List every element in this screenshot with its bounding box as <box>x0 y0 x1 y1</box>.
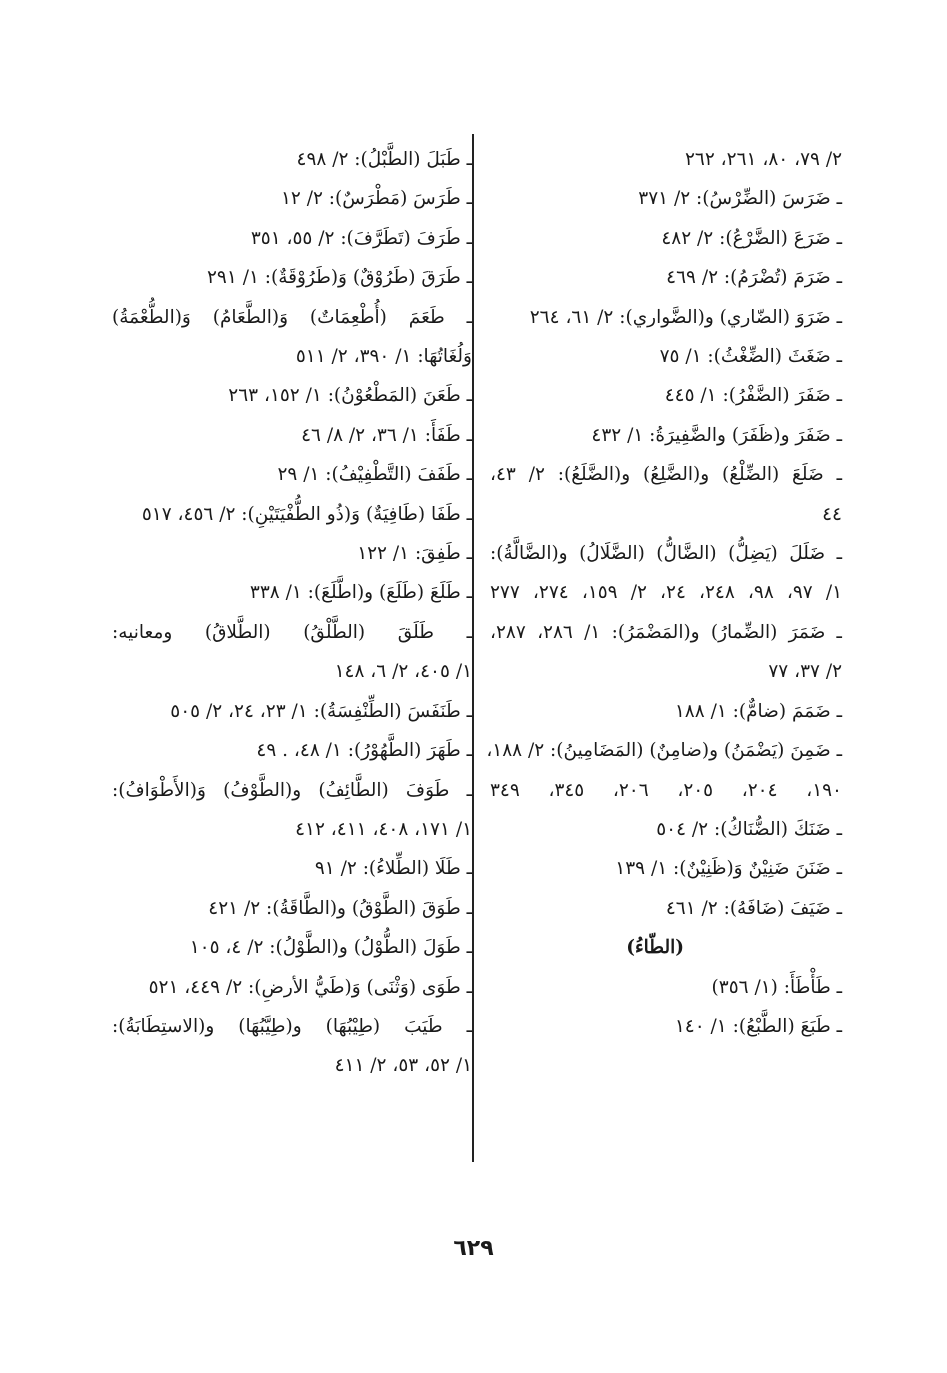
index-entry-line: ـ طَعَمَ (أُطْعِمَاتٌ) وَ(الطَّعَامُ) وَ(الطُّعْمَةُ) <box>112 306 472 328</box>
index-entry-line: ـ طَفَا (طَافِيَةٌ) وَ(ذُو الطُّفْيَتَيْنِ): ٢/ ٤٥٦، ٥١٧ <box>141 503 472 525</box>
index-entry-line: ـ طَبَلَ (الطَّبْلُ): ٢/ ٤٩٨ <box>296 149 472 170</box>
index-entry-line: ـ ضَرَمَ (تُضْرَمُ): ٢/ ٤٦٩ <box>666 267 842 289</box>
index-entry-line: ـ طَلَقَ (الطَّلْقُ) (الطَّلاقُ) ومعانيه: <box>112 621 472 643</box>
index-entry-line: ـ ضَنَكَ (الضُّنَاكُ): ٢/ ٥٠٤ <box>656 818 842 840</box>
index-entry-line: ـ طَلَعَ (طَلَعَ) و(اطَّلَعَ): ١/ ٣٣٨ <box>249 582 472 604</box>
index-entry-line: ـ طَنَفَسَ (الطِّنْفِسَةُ): ١/ ٢٣، ٢٤، ٢/ ٥٠٥ <box>170 700 472 722</box>
index-entry-line: ـ ضَلَعَ (الضِّلْعُ) و(الضَّلِعُ) و(الضَّلَعُ): ٢/ ٤٣، <box>490 464 843 486</box>
index-entry-line: ـ ضَرَسَ (الضِّرْسُ): ٢/ ٣٧١ <box>638 188 842 210</box>
right-column <box>486 140 843 1046</box>
index-entry-line: ـ ضَيَفَ (ضَافَهُ): ٢/ ٤٦١ <box>665 897 842 919</box>
index-entry-line: ١/ ٥٢، ٥٣، ٢/ ٤١١ <box>334 1055 472 1077</box>
page-number: ٦٢٩ <box>453 1236 494 1261</box>
index-entry-line: ـ طَفِقَ: ١/ ١٢٢ <box>357 543 472 565</box>
index-entry-line: ١/ ١٧١، ٤٠٨، ٤١١، ٤١٢ <box>295 818 472 840</box>
index-entry-line: ـ طَفَفَ (التَّطْفِيْفُ): ١/ ٢٩ <box>277 464 472 486</box>
index-entry-line: ـ طَبَعَ (الطَّبْعُ): ١/ ١٤٠ <box>674 1015 842 1037</box>
index-entry-line: ـ ضَمَرَ (الضِّمارُ) و(المَضْمَرُ): ١/ ٢٨٦، ٢٨٧، <box>490 621 842 643</box>
index-entry-line: ـ ضَغَثَ (الضِّغْثُ): ١/ ٧٥ <box>659 346 842 368</box>
index-entry-line: ـ طَوَى (وَثْنَى) وَ(طَيُّ الأرضِ): ٢/ ٤٤٩، ٥٢١ <box>148 976 472 998</box>
index-entry-line: ـ طَيَبَ (طِيْبُهَا) و(طِيَّبُهَا) و(الاستِطَابَةُ): <box>112 1015 472 1037</box>
index-entry-line: ـ ضَلَلَ (يَضِلُّ) (الضَّالُّ) (الضَّلَالُ) و(الضَّالَّةُ): <box>490 543 842 565</box>
index-entry-line: ـ ضَمِنَ (يَضْمَنُ) و(ضامِنٌ) (المَضَامِينُ): ٢/ ١٨٨، <box>486 740 842 762</box>
column-divider <box>472 134 474 1162</box>
index-entry-line: ـ طَفَأَ: ١/ ٣٦، ٢/ ٨/ ٤٦ <box>301 424 472 446</box>
index-entry-line: ـ طَلَا (الطِّلاءُ): ٢/ ٩١ <box>314 858 472 880</box>
index-entry-line: ـ طَوَقَ (الطَّوْقُ) و(الطَّاقَةُ): ٢/ ٤٢١ <box>208 897 472 919</box>
index-entry-line: ـ طَرَفَ (تَطَرَّفَ): ٢/ ٥٥، ٣٥١ <box>250 227 472 249</box>
index-entry-line: ـ ضَرَوَ (الضّاري) و(الضَّواري): ٢/ ٦١، ٢٦٤ <box>529 306 842 328</box>
index-entry-line: ـ ضَفَرَ و(ظَفَرَ) والضَّفِيرَةُ: ١/ ٤٣٢ <box>591 424 842 446</box>
index-entry-line: ٢/ ٣٧، ٧٧ <box>768 661 842 683</box>
index-entry-line: ٢/ ٧٩، ٨٠، ٢٦١، ٢٦٢ <box>684 149 842 170</box>
index-entry-line: ـ ضَفَرَ (الضَّفْرُ): ١/ ٤٤٥ <box>664 385 842 407</box>
index-entry-line: ـ طَوَلَ (الطُّوْلُ) و(الطَّوْلُ): ٢/ ٤، ١٠٥ <box>189 937 472 959</box>
left-column <box>112 140 472 1086</box>
index-entry-line: ـ طَوَفَ (الطَّائِفُ) و(الطَّوْفُ) وَ(الأَطْوَافُ): <box>112 779 472 801</box>
index-entry-line: ١/ ٤٠٥، ٢/ ٦، ١٤٨ <box>334 661 472 683</box>
index-entry-line: ٤٤ <box>822 503 842 525</box>
index-entry-line: ـ ضَمَمَ (ضامٌّ): ١/ ١٨٨ <box>674 700 842 722</box>
index-entry-line: ـ طَرَقَ (طَرُوْقٌ) وَ(طَرُوْقَةٌ): ١/ ٢٩١ <box>207 267 472 289</box>
index-entry-line: ـ طَعَنَ (المَطْعُوْنُ): ١/ ١٥٢، ٢٦٣ <box>228 385 472 407</box>
index-entry-line: ١٩٠، ٢٠٤، ٢٠٥، ٢٠٦، ٣٤٥، ٣٤٩ <box>490 779 842 801</box>
section-heading: (الطّاءُ) <box>626 937 684 959</box>
index-entry-line: ـ طَرَسَ (مَطْرَسٌ): ٢/ ١٢ <box>280 188 472 210</box>
index-entry-line: ـ طَأْطَأَ: (١/ ٣٥٦) <box>711 976 842 998</box>
index-entry-line: وَلُغَاتُهَا: ١/ ٣٩٠، ٢/ ٥١١ <box>295 346 472 368</box>
index-entry-line: ١/ ٩٧، ٩٨، ٢٤٨، ٢٤، ٢/ ١٥٩، ٢٧٤، ٢٧٧ <box>490 582 843 604</box>
index-entry-line: ـ ضَنَنَ ضَنِيْنٌ وَ(ظَنِيْنٌ): ١/ ١٣٩ <box>615 858 842 880</box>
index-entry-line: ـ ضَرَعَ (الضَّرْعُ): ٢/ ٤٨٢ <box>661 227 842 249</box>
index-entry-line: ـ طَهَرَ (الطَّهُوْرُ): ١/ ٤٨، . ٤٩ <box>256 740 472 762</box>
